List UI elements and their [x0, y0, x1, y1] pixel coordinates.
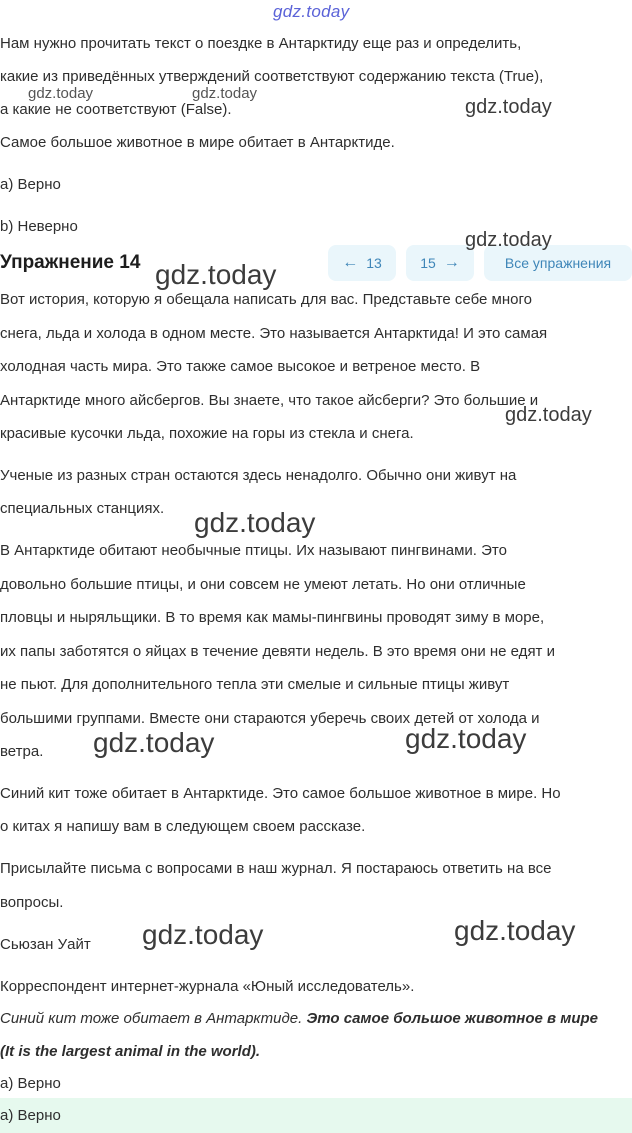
site-logo[interactable]: gdz.today — [273, 2, 350, 21]
intro-line-1: Нам нужно прочитать текст о поездке в Антарктиду еще раз и определить, — [0, 35, 522, 52]
story-line: не пьют. Для дополнительного тепла эти смелые и сильные птицы живут — [0, 676, 510, 693]
prev-exercise-label: 13 — [366, 255, 382, 271]
correct-answer-text: a) Верно — [0, 1107, 61, 1124]
watermark: gdz.today — [465, 229, 552, 251]
correct-answer-banner — [0, 1098, 632, 1133]
option-a: a) Верно — [0, 176, 61, 193]
author-title: Корреспондент интернет-журнала «Юный исследователь». — [0, 978, 415, 995]
story-line: пловцы и ныряльщики. В то время как мамы-пингвины проводят зиму в море, — [0, 609, 545, 626]
story-line: В Антарктиде обитают необычные птицы. Их называют пингвинами. Это — [0, 542, 507, 559]
story-line: специальных станциях. — [0, 500, 165, 517]
explanation-italic: Синий кит тоже обитает в Антарктиде. — [0, 1010, 307, 1027]
explanation-line — [0, 1010, 598, 1028]
story-line: Присылайте письма с вопросами в наш журнал. Я постараюсь ответить на все — [0, 860, 552, 877]
next-exercise-label: 15 — [420, 255, 436, 271]
watermark: gdz.today — [142, 919, 264, 950]
watermark: gdz.today — [155, 259, 277, 290]
exercise-title: Упражнение 14 — [0, 252, 141, 273]
question-text: Самое большое животное в мире обитает в Антарктиде. — [0, 134, 395, 151]
arrow-left-icon: ← — [342, 254, 359, 271]
intro-line-2: какие из приведённых утверждений соответствуют содержанию текста (True), — [0, 68, 544, 85]
story-line: Антарктиде много айсбергов. Вы знаете, что такое айсберги? Это большие и — [0, 392, 539, 409]
watermark: gdz.today — [93, 727, 215, 758]
story-line: красивые кусочки льда, похожие на горы из стекла и снега. — [0, 425, 414, 442]
story-line: их папы заботятся о яйцах в течение девяти недель. В это время они не едят и — [0, 643, 555, 660]
story-line: вопросы. — [0, 894, 64, 911]
all-exercises-label: Все упражнения — [504, 255, 612, 271]
next-exercise-button[interactable] — [406, 245, 474, 281]
answer-line: a) Верно — [0, 1075, 61, 1092]
watermark: gdz.today — [194, 507, 316, 538]
option-b: b) Неверно — [0, 218, 78, 235]
explanation-bold: Это самое большое животное в мире — [306, 1010, 599, 1027]
explanation-translation: (It is the largest animal in the world). — [0, 1043, 261, 1060]
story-line: Синий кит тоже обитает в Антарктиде. Это самое большое животное в мире. Но — [0, 785, 561, 802]
story-line: ветра. — [0, 743, 44, 760]
author-name: Сьюзан Уайт — [0, 936, 91, 953]
story-line: снега, льда и холода в одном месте. Это называется Антарктида! И это самая — [0, 325, 548, 342]
story-line: большими группами. Вместе они стараются уберечь своих детей от холода и — [0, 710, 540, 727]
intro-line-3: а какие не соответствуют (False). — [0, 101, 232, 118]
story-line: Ученые из разных стран остаются здесь ненадолго. Обычно они живут на — [0, 467, 517, 484]
story-line: Вот история, которую я обещала написать для вас. Представьте себе много — [0, 291, 532, 308]
watermark: gdz.today — [505, 404, 592, 426]
prev-exercise-button[interactable] — [328, 245, 396, 281]
story-line: довольно большие птицы, и они совсем не умеют летать. Но они отличные — [0, 576, 526, 593]
watermark: gdz.today — [192, 85, 258, 102]
watermark: gdz.today — [465, 96, 552, 118]
story-line: холодная часть мира. Это также самое высокое и ветреное место. В — [0, 358, 481, 375]
arrow-right-icon: → — [443, 254, 460, 271]
watermark: gdz.today — [454, 915, 576, 946]
watermark: gdz.today — [405, 723, 527, 754]
watermark: gdz.today — [28, 85, 94, 102]
story-line: о китах я напишу вам в следующем своем рассказе. — [0, 818, 366, 835]
